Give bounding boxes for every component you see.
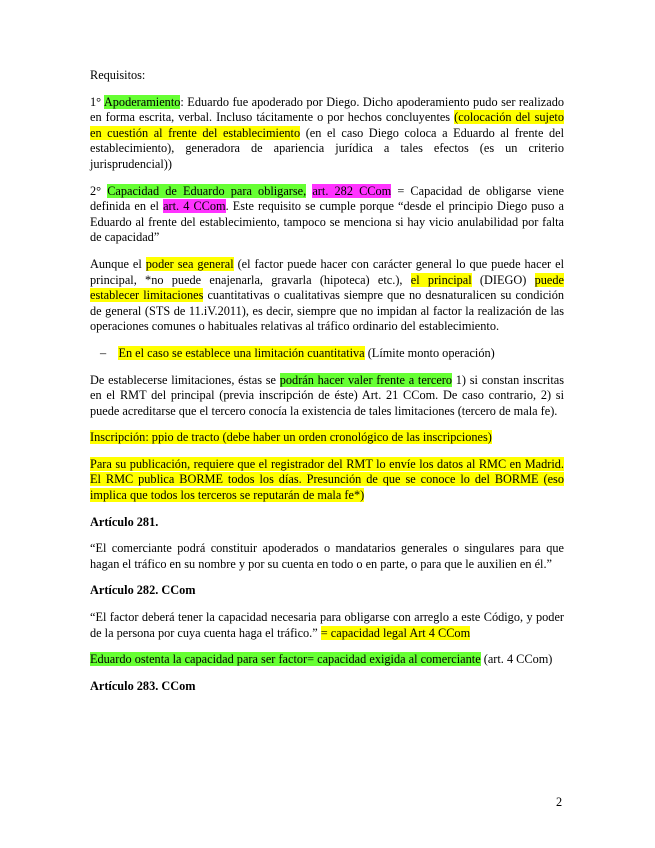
- text-run: . Este requisito se cumple porque “desde el principio Diego puso a Eduardo al frente del establecimiento, tampoco se menciona si hay vicio anulabilidad por falta de capacidad”: [90, 199, 564, 245]
- highlight-capacidad: Capacidad de Eduardo para obligarse,: [107, 183, 307, 198]
- requisitos-heading: Requisitos:: [90, 68, 146, 82]
- eduardo-capacidad-paragraph: [90, 652, 564, 668]
- item-number: 1°: [90, 94, 104, 109]
- text-run: (DIEGO): [471, 272, 535, 287]
- article-282-heading: Artículo 282. CCom: [90, 583, 196, 598]
- text-run: (el factor puede hacer con carácter general lo que puede hacer el principal, *no puede enajenarla, gravarla (hipoteca) etc.),: [90, 256, 564, 287]
- bullet-item: [100, 345, 564, 362]
- highlight-limitacion-cuantitativa: En el caso se establece una limitación cuantitativa: [118, 345, 365, 360]
- text-run: Aunque el: [90, 256, 146, 271]
- highlight-limitaciones: puede establecer limitaciones: [90, 272, 564, 303]
- text-run: (Límite monto operación): [364, 345, 495, 360]
- highlight-el-principal: el principal: [410, 272, 472, 287]
- highlight-colocacion: (colocación del sujeto en cuestión al frente del establecimiento: [90, 110, 564, 140]
- text-run: : Eduardo fue apoderado por Diego. Dicho apoderamiento pudo ser realizado en forma escrita, verbal. Incluso tácitamente o por hechos concluyentes: [90, 94, 564, 125]
- highlight-art-4: art. 4 CCom: [163, 199, 226, 214]
- text-run: De establecerse limitaciones, éstas se: [90, 372, 280, 387]
- highlight-poder-general: poder sea general: [145, 256, 234, 271]
- highlight-publicacion: Para su publicación, requiere que el registrador del RMT lo envíe los datos al RMC en Madrid. El RMC publica BORME todos los días. Presunción de que se conoce lo del BORME (eso implica que todos los terceros se reputarán de mala fe*): [90, 456, 564, 503]
- document-body: [90, 68, 564, 705]
- text-run: (art. 4 CCom): [480, 652, 553, 667]
- article-281-text: “El comerciante podrá constituir apoderados o mandatarios generales o singulares para que hagan el tráfico en su nombre y por su cuenta en todo o en parte, o para que le auxilien en él.”: [90, 541, 564, 571]
- highlight-apoderamiento: Apoderamiento: [103, 94, 181, 109]
- page-number: 2: [556, 795, 563, 809]
- text-run: 1) si constan inscritas en el RMT del principal (previa inscripción de éste) Art. 21 CCom. De caso contrario, 2) si puede acreditarse que el tercero conocía la existencia de tales limitaciones (tercero de mala fe).: [90, 372, 564, 418]
- article-283-heading: Artículo 283. CCom: [90, 678, 196, 693]
- text-run: (en el caso Diego coloca a Eduardo al frente del establecimiento), generadora de apariencia jurídica a tales efectos (es un criterio jurisprudencial)): [90, 125, 564, 171]
- poder-general-paragraph: [90, 257, 564, 335]
- highlight-inscripcion: Inscripción: ppio de tracto (debe haber un orden cronológico de las inscripciones): [90, 430, 492, 445]
- inscripcion-paragraph: [90, 430, 564, 446]
- text-run: = Capacidad de obligarse viene definida en el: [90, 183, 565, 214]
- highlight-art-282: art. 282 CCom: [312, 183, 392, 198]
- publicacion-paragraph: [90, 457, 564, 504]
- item-number: 2°: [90, 183, 108, 198]
- requisito-1-paragraph: [90, 95, 564, 173]
- bullet-dash: –: [100, 345, 107, 360]
- requisito-2-paragraph: [90, 184, 564, 246]
- highlight-eduardo-capacidad: Eduardo ostenta la capacidad para ser factor= capacidad exigida al comerciante: [90, 652, 481, 667]
- highlight-frente-tercero: podrán hacer valer frente a tercero: [279, 372, 453, 387]
- highlight-capacidad-legal: = capacidad legal Art 4 CCom: [320, 625, 471, 640]
- text-run: “El factor deberá tener la capacidad necesaria para obligarse con arreglo a este Código, y poder de la persona por cuya cuenta haga el tráfico.”: [90, 610, 564, 640]
- article-282-text: [90, 610, 564, 641]
- text-run: cuantitativas o cualitativas siempre que no desnaturalicen su condición de general (STS de 11.iV.2011), es decir, siempre que no impidan al factor la realización de las operaciones comunes o habituales relativas al tráfico ordinario del establecimiento.: [90, 288, 564, 334]
- article-281-heading: Artículo 281.: [90, 514, 159, 529]
- limitaciones-paragraph: [90, 373, 564, 420]
